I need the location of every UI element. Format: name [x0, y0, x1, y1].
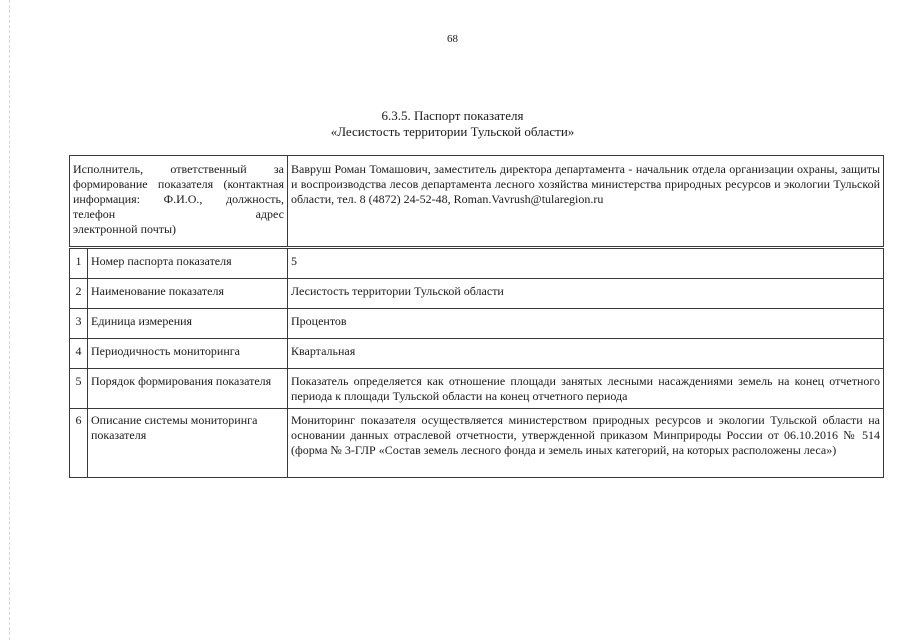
executor-label-cell: [70, 156, 288, 247]
scan-margin-line: [9, 0, 10, 640]
row-label: Описание системы мониторинга показателя: [88, 409, 288, 478]
heading-indicator-line: «Лесистость территории Тульской области»: [330, 124, 575, 139]
row-value: Процентов: [288, 309, 884, 339]
heading-section-line: 6.3.5. Паспорт показателя: [381, 108, 524, 123]
row-value: Лесистость территории Тульской области: [288, 279, 884, 309]
row-label: Порядок формирования показателя: [88, 369, 288, 409]
row-value: Мониторинг показателя осуществляется министерством природных ресурсов и экологии Тульской области на основании данных отраслевой отчетности, утвержденной приказом Минприроды России от 06.10.2016 № 514 (форма № 3-ГЛР «Состав земель лесного фонда и земель иных категорий, на которых расположены леса»): [288, 409, 884, 478]
table-row-executor: [70, 156, 884, 247]
row-value: Показатель определяется как отношение площади занятых лесными насаждениями земель на конец отчетного периода к площади Тульской области на конец отчетного периода: [288, 369, 884, 409]
row-value: 5: [288, 249, 884, 279]
row-label: Номер паспорта показателя: [88, 249, 288, 279]
table-row: [70, 309, 884, 339]
row-number: 1: [70, 249, 88, 279]
table-row: [70, 369, 884, 409]
indicator-passport-table: [69, 155, 884, 247]
executor-label: Исполнитель, ответственный за формирование показателя (контактная информация: Ф.И.О., должность, телефон адрес: [73, 162, 284, 221]
row-number: 4: [70, 339, 88, 369]
table-row: [70, 409, 884, 478]
executor-label-tail: электронной почты): [73, 222, 177, 236]
row-number: 2: [70, 279, 88, 309]
row-number: 3: [70, 309, 88, 339]
page-number: 68: [447, 33, 458, 45]
executor-value-cell: Вавруш Роман Томашович, заместитель директора департамента - начальник отдела организации охраны, защиты и воспроизводства лесов департамента лесного хозяйства министерства природных ресурсов и экологии Тульской области, тел. 8 (4872) 24-52-48, Roman.Vavrush@tularegion.ru: [288, 156, 884, 247]
row-number: 5: [70, 369, 88, 409]
table-row: [70, 249, 884, 279]
row-label: Периодичность мониторинга: [88, 339, 288, 369]
table-row: [70, 279, 884, 309]
row-number: 6: [70, 409, 88, 478]
row-label: Наименование показателя: [88, 279, 288, 309]
document-heading: [0, 108, 905, 140]
indicator-details-table: [69, 248, 884, 478]
row-label: Единица измерения: [88, 309, 288, 339]
table-row: [70, 339, 884, 369]
row-value: Квартальная: [288, 339, 884, 369]
